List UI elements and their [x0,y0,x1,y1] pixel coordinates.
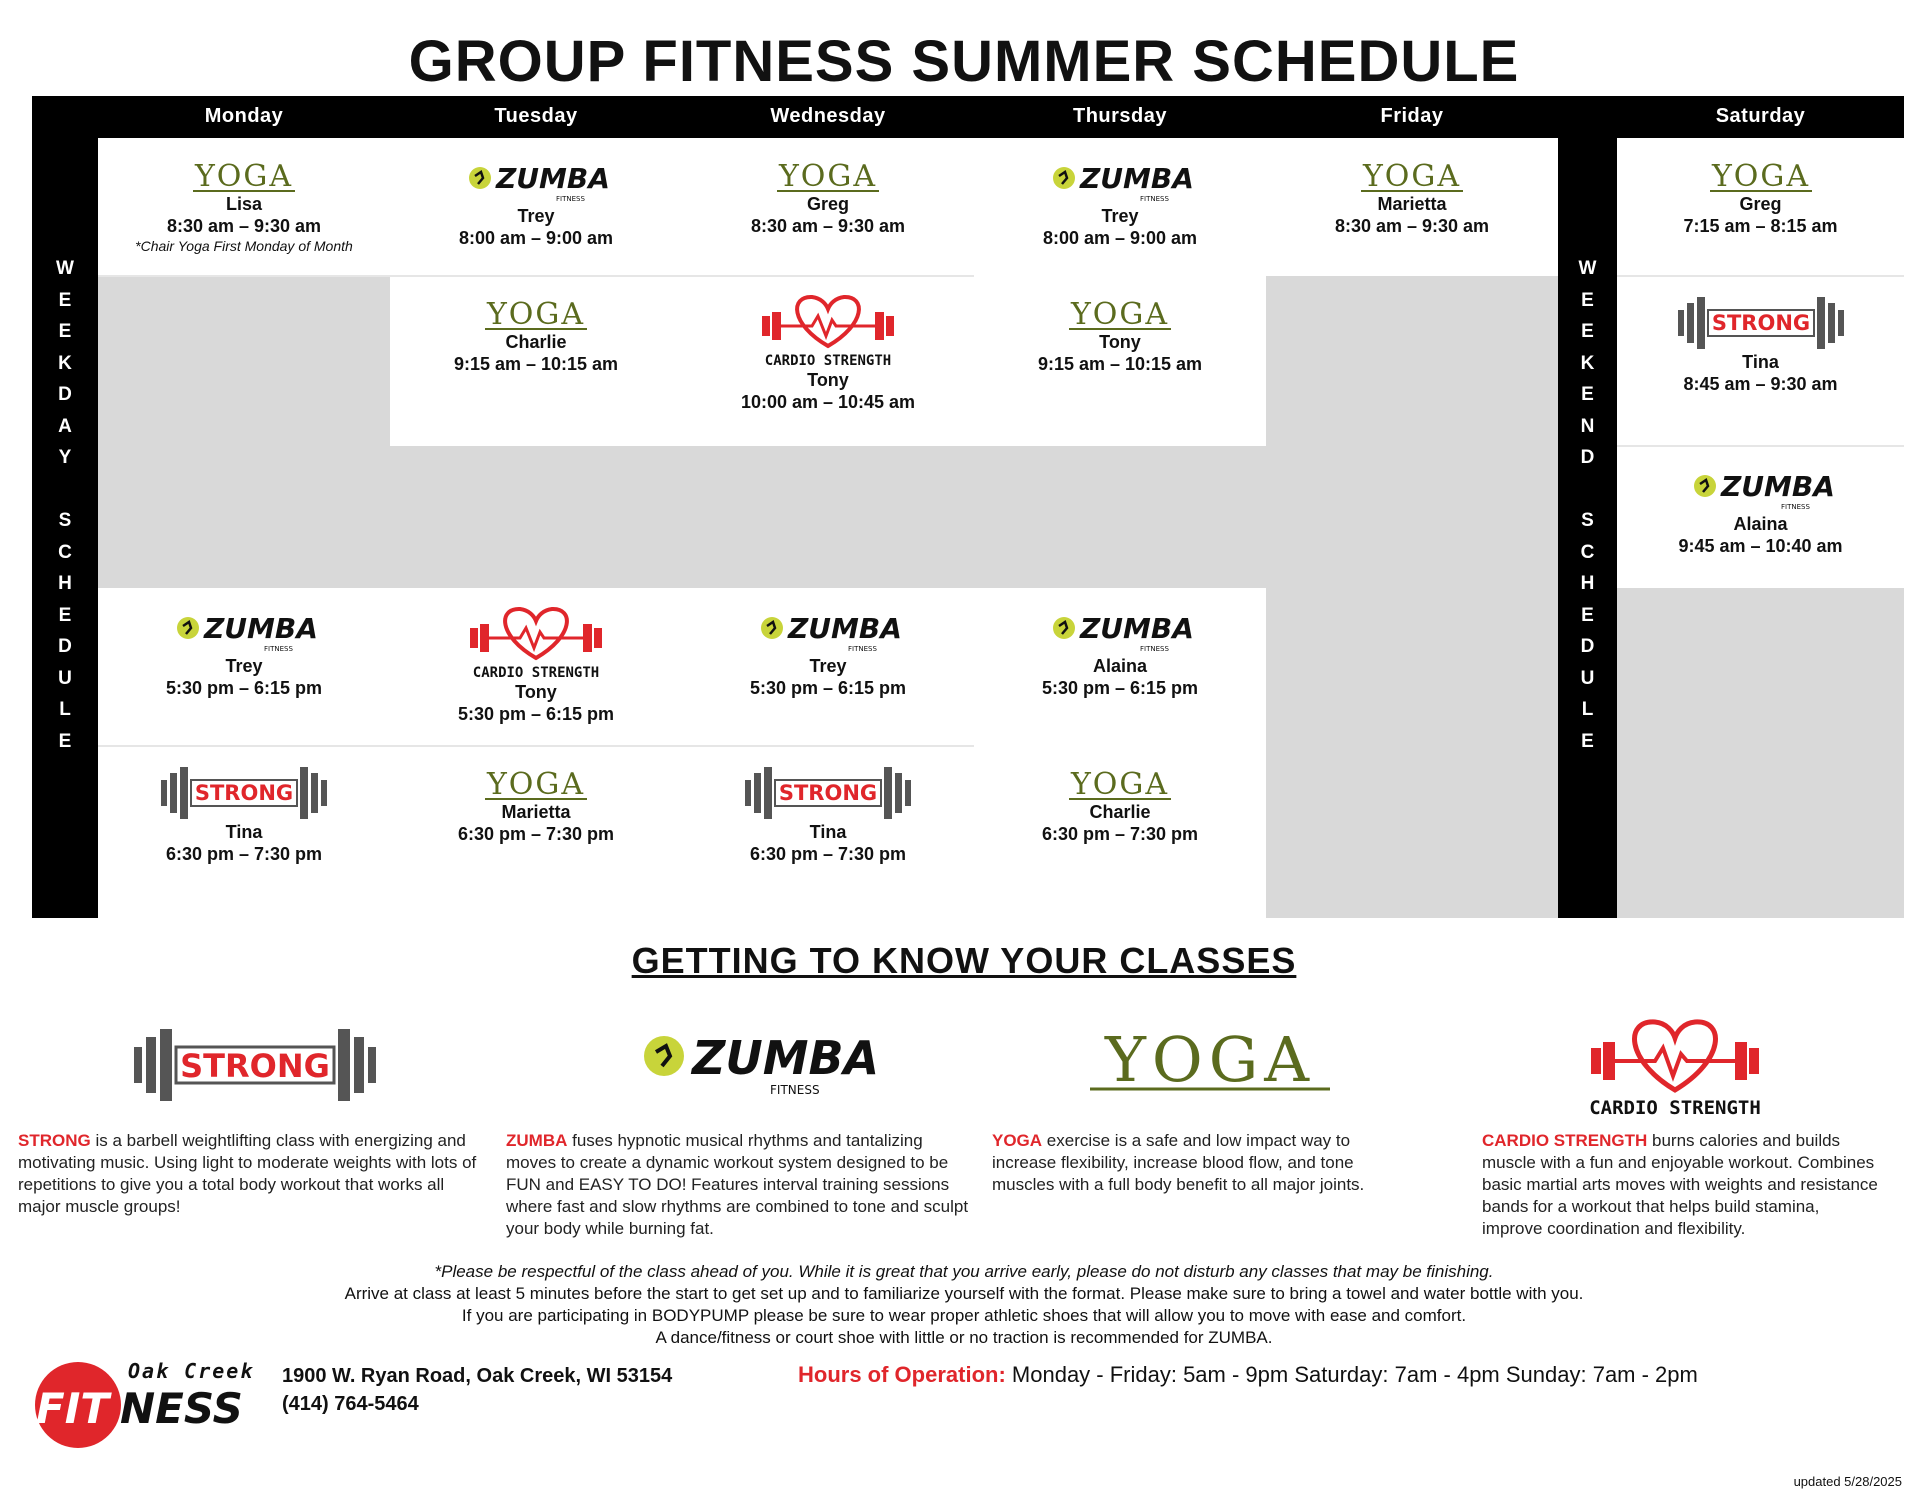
row-separator [1617,445,1904,447]
class-time: 6:30 pm – 7:30 pm [165,844,323,864]
weekend-schedule-label: W E E K E N D S C H E D U L E [1578,258,1597,752]
yoga-logo-text: YOGA [1711,159,1810,194]
yoga-logo-text: YOGA [486,297,586,332]
class-time: 9:15 am – 10:15 am [1037,354,1203,374]
class-time: 8:30 am – 9:30 am [750,216,906,236]
class-time: 5:30 pm – 6:15 pm [165,678,323,698]
zumba-logo-icon [974,158,1266,206]
svg-text:ZUMBA: ZUMBA [1080,162,1194,195]
zumba-figure-icon [761,617,783,639]
row-separator [1617,275,1904,277]
instructor-name: Tina [809,822,847,842]
heart-icon [1635,1022,1716,1090]
phone: (414) 764-5464 [282,1393,419,1415]
svg-text:STRONG: STRONG [778,781,878,805]
instructor-name: Tony [515,682,557,702]
instructor-name: Charlie [1089,802,1151,822]
strong-logo-icon [98,764,390,822]
weekday-schedule-label: W E E K D A Y S C H E D U L E [56,258,74,752]
svg-text:ZUMBA: ZUMBA [1720,470,1835,503]
svg-text:FITNESS: FITNESS [1140,645,1169,653]
yoga-logo-text: YOGA [1070,297,1170,332]
zumba-logo [758,608,902,656]
svg-text:STRONG: STRONG [194,781,294,805]
strong-barbell-icon [130,1025,380,1105]
zumba-figure-icon [1053,167,1075,189]
zumba-logo-icon [682,608,974,656]
svg-text:Oak Creek: Oak Creek [128,1359,255,1383]
svg-text:CARDIO STRENGTH: CARDIO STRENGTH [1589,1097,1761,1119]
svg-text:STRONG: STRONG [180,1047,330,1085]
cardio-description: CARDIO STRENGTH burns calories and builds muscle with a fun and enjoyable workout. Combines basic martial arts moves with weights and resistance bands for a workout that helps build stamina, improve coordination and flexibility. [1482,1131,1878,1238]
yoga-description: YOGA exercise is a safe and low impact way to increase flexibility, increase blood flow, and tone muscles with a full body benefit to all major joints. [992,1131,1365,1194]
note-respect: *Please be respectful of the class ahead of you. While it is great that you arrive early, please do not disturb any classes that may be finishing. [434,1262,1494,1281]
class-cell-wed4 [682,746,974,918]
class-cell-tue2 [390,276,682,446]
svg-text:CARDIO STRENGTH: CARDIO STRENGTH [764,353,892,369]
class-time: 6:30 pm – 7:30 pm [749,844,907,864]
strong-logo-large [130,1025,380,1105]
zumba-logo [1691,466,1835,514]
zumba-logo-large [640,1022,880,1102]
zumba-figure-icon [644,1036,684,1076]
strong-logo [743,764,913,822]
svg-text:YOGA: YOGA [1104,1023,1316,1096]
zumba-description: ZUMBA fuses hypnotic musical rhythms and tantalizing moves to create a dynamic workout system designed to be FUN and EASY TO DO! Features interval training sessions where fast and slow rhythms are combined to tone and sculpt your body while burning fat. [506,1131,969,1238]
svg-text:FITNESS: FITNESS [264,645,293,653]
yoga-logo [481,296,591,332]
note-bodypump: If you are participating in BODYPUMP please be sure to wear proper athletic shoes that will allow you to move with ease and comfort. [461,1306,1467,1325]
heart-icon [797,297,859,346]
class-cell-sat1 [1617,138,1904,276]
zumba-logo [1050,158,1194,206]
class-time: 6:30 pm – 7:30 pm [1041,824,1199,844]
class-cell-wed3 [682,588,974,746]
header-monday: Monday [204,105,284,127]
instructor-name: Tina [1742,352,1779,372]
class-cell-mon1 [98,138,390,276]
svg-text:ZUMBA: ZUMBA [788,612,902,645]
yoga-logo [773,158,883,194]
note-zumba-shoes: A dance/fitness or court shoe with little or no traction is recommended for ZUMBA. [655,1328,1273,1347]
strong-logo [1676,294,1846,352]
class-cell-tue3 [390,588,682,746]
oak-creek-fitness-logo [30,1355,260,1450]
svg-text:ZUMBA: ZUMBA [204,612,318,645]
yoga-logo-icon [974,766,1266,802]
cardio-strength-logo-large [1585,1010,1765,1120]
yoga-logo-text: YOGA [194,159,294,194]
svg-text:FITNESS: FITNESS [1780,503,1810,511]
yoga-logo [481,766,591,802]
class-time: 9:15 am – 10:15 am [453,354,619,374]
header-wednesday: Wednesday [770,105,886,127]
yoga-logo-icon [682,158,974,194]
cardio-logo-icon [682,288,974,370]
yoga-logo [1357,158,1467,194]
class-cell-tue1 [390,138,682,276]
instructor-name: Tony [807,370,849,390]
class-time: 8:30 am – 9:30 am [166,216,322,236]
cardio-logo-icon [390,600,682,682]
class-cell-fri1 [1266,138,1558,276]
svg-text:FITNESS: FITNESS [848,645,877,653]
cardio-strength-logo [466,600,606,682]
row-separator [98,275,974,277]
header-friday: Friday [1380,105,1444,127]
know-classes-title: GETTING TO KNOW YOUR CLASSES [631,940,1297,981]
zumba-figure-icon [1694,475,1716,497]
instructor-name: Tina [225,822,263,842]
header-saturday: Saturday [1715,105,1806,127]
instructor-name: Lisa [225,194,263,214]
class-time: 5:30 pm – 6:15 pm [457,704,615,724]
yoga-logo-text: YOGA [778,159,878,194]
zumba-logo [466,158,610,206]
zumba-logo-icon [974,608,1266,656]
svg-text:FIT: FIT [36,1384,109,1433]
class-time: 10:00 am – 10:45 am [740,392,916,412]
strong-logo-icon [682,764,974,822]
class-cell-thu2 [974,276,1266,446]
instructor-name: Marietta [1377,194,1447,214]
class-time: 6:30 pm – 7:30 pm [457,824,615,844]
yoga-logo-large [1090,1025,1330,1095]
yoga-logo-icon [1266,158,1558,194]
hours-of-operation: Hours of Operation: Monday - Friday: 5am - 9pm Saturday: 7am - 4pm Sunday: 7am - 2pm [798,1362,1698,1387]
yoga-logo-text: YOGA [1362,159,1462,194]
zumba-logo-icon [98,608,390,656]
instructor-name: Alaina [1733,514,1788,534]
instructor-name: Alaina [1092,656,1148,676]
yoga-logo [1065,296,1175,332]
header-tuesday: Tuesday [494,105,578,127]
class-cell-sat2 [1617,276,1904,446]
zumba-logo [1050,608,1194,656]
svg-text:FITNESS: FITNESS [1140,195,1169,203]
instructor-name: Greg [1739,194,1782,214]
class-time: 9:45 am – 10:40 am [1678,536,1843,556]
strong-description: STRONG is a barbell weightlifting class with energizing and motivating music. Using light to moderate weights with lots of repetitions to give you a total body workout that works all major muscle groups! [18,1131,477,1216]
class-time: 5:30 pm – 6:15 pm [749,678,907,698]
svg-text:STRONG: STRONG [1711,311,1810,335]
instructor-name: Greg [806,194,849,214]
cardio-strength-logo [758,288,898,370]
class-time: 8:00 am – 9:00 am [1042,228,1198,248]
yoga-logo-text: YOGA [486,767,586,802]
yoga-logo-icon [98,158,390,194]
address: 1900 W. Ryan Road, Oak Creek, WI 53154 [282,1365,673,1387]
zumba-figure-icon [469,167,491,189]
yoga-logo-icon [1617,158,1904,194]
instructor-name: Trey [1101,206,1139,226]
class-cell-mon3 [98,588,390,746]
page-title: GROUP FITNESS SUMMER SCHEDULE [408,29,1520,94]
svg-text:ZUMBA: ZUMBA [496,162,610,195]
note-arrive: Arrive at class at least 5 minutes before the start to get set up and to familiarize yourself with the format. Please make sure to bring a towel and water bottle with you. [344,1284,1584,1303]
class-cell-tue4 [390,746,682,918]
instructor-name: Trey [517,206,555,226]
yoga-logo-text: YOGA [1070,767,1170,802]
class-time: 7:15 am – 8:15 am [1683,216,1838,236]
svg-text:NESS: NESS [120,1384,243,1433]
zumba-figure-icon [177,617,199,639]
class-cell-wed1 [682,138,974,276]
zumba-logo-icon [1617,466,1904,514]
instructor-name: Trey [225,656,263,676]
instructor-name: Trey [809,656,847,676]
strong-logo-icon [1617,294,1904,352]
class-note: *Chair Yoga First Monday of Month [135,238,353,254]
svg-text:FITNESS: FITNESS [556,195,585,203]
class-cell-thu4 [974,746,1266,918]
instructor-name: Tony [1099,332,1141,352]
class-time: 8:00 am – 9:00 am [458,228,614,248]
class-cell-mon4 [98,746,390,918]
yoga-logo-icon [974,296,1266,332]
instructor-name: Marietta [501,802,571,822]
strong-logo [159,764,329,822]
row-separator [98,745,974,747]
class-cell-sat3 [1617,446,1904,588]
zumba-logo-icon [390,158,682,206]
svg-text:ZUMBA: ZUMBA [1080,612,1194,645]
instructor-name: Charlie [505,332,567,352]
yoga-logo [1065,766,1175,802]
svg-text:CARDIO STRENGTH: CARDIO STRENGTH [472,665,600,681]
heart-icon [505,609,567,658]
class-cell-thu1 [974,138,1266,276]
yoga-logo-icon [390,766,682,802]
zumba-logo [174,608,318,656]
class-time: 8:30 am – 9:30 am [1334,216,1490,236]
class-cell-thu3 [974,588,1266,746]
yoga-logo-icon [390,296,682,332]
svg-text:FITNESS: FITNESS [770,1083,820,1097]
class-time: 5:30 pm – 6:15 pm [1041,678,1199,698]
yoga-logo [1706,158,1816,194]
zumba-figure-icon [1053,617,1075,639]
updated-date: updated 5/28/2025 [1793,1474,1902,1489]
svg-text:ZUMBA: ZUMBA [692,1031,880,1085]
class-cell-wed2 [682,276,974,446]
yoga-logo [189,158,299,194]
class-time: 8:45 am – 9:30 am [1683,374,1838,394]
header-thursday: Thursday [1072,105,1168,127]
